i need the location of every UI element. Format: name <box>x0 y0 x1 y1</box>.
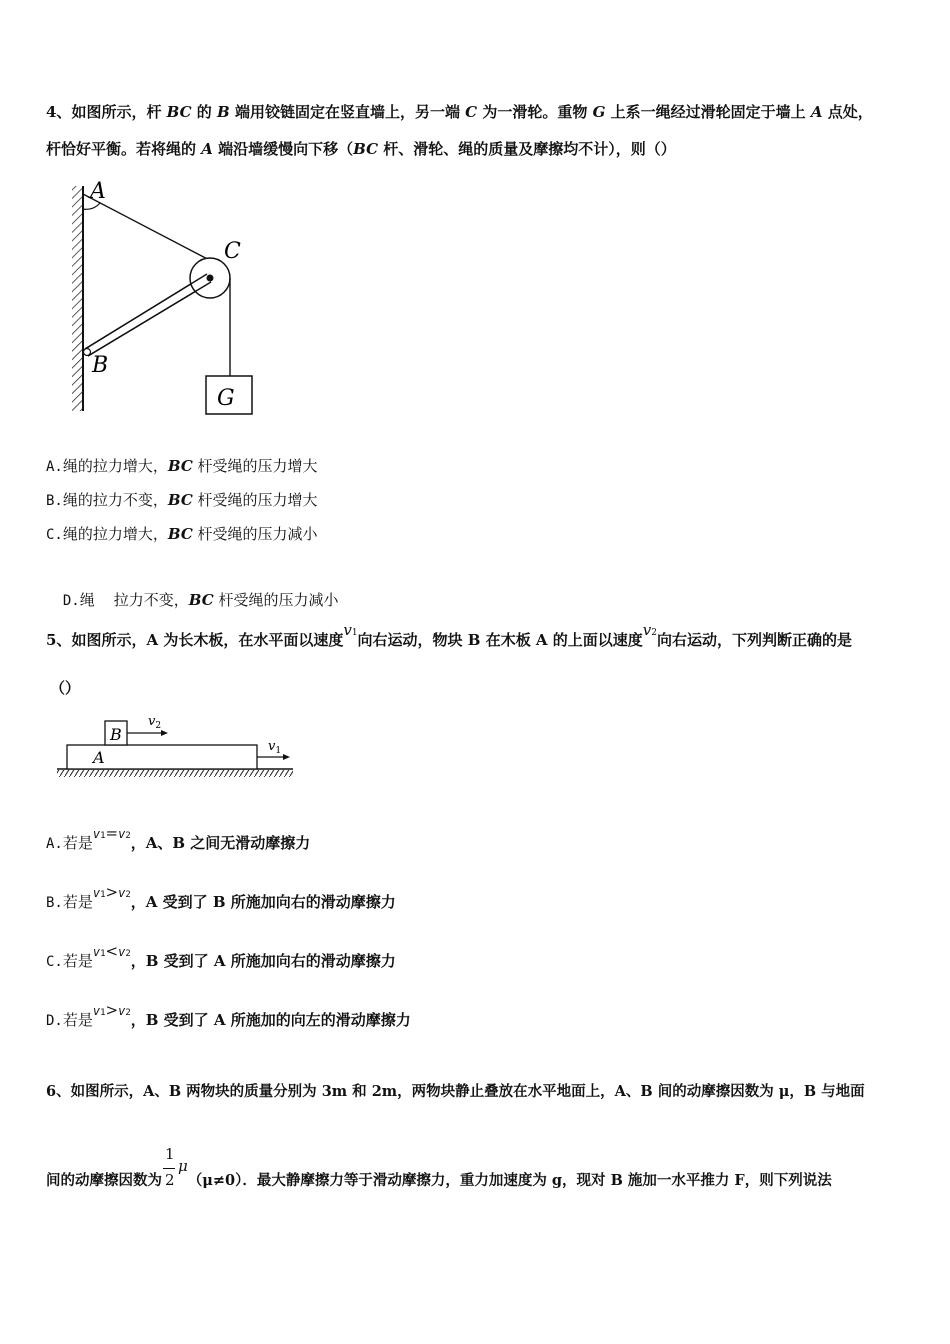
q5-line-2 <box>50 678 80 698</box>
option-text: 若是 <box>62 893 93 911</box>
option-var-bc: BC <box>167 491 193 509</box>
ground-hatch <box>57 770 293 777</box>
option-text: 绳的拉力增大， <box>62 457 168 475</box>
fraction-bar <box>163 1168 175 1169</box>
option-relation: < <box>105 942 119 960</box>
option-prefix: D. <box>46 1013 63 1029</box>
q5-var-a: A <box>146 631 159 649</box>
option-v2: v2 <box>118 945 131 959</box>
q4-var-c: C <box>465 103 478 121</box>
label-c: C <box>224 239 241 264</box>
option-relation: = <box>105 824 119 842</box>
rod-bc-top-overlay <box>85 274 207 349</box>
option-v2: v2 <box>118 827 131 841</box>
label-b: B <box>92 353 109 378</box>
option-text: ，B 受到了 A 所施加的向左的滑动摩擦力 <box>130 1011 411 1029</box>
fraction-one-half <box>162 1145 178 1190</box>
q4-text: 如图所示，杆 <box>71 103 167 121</box>
option-text: 绳的拉力不变， <box>62 491 168 509</box>
option-text: ，B 受到了 A 所施加向右的滑动摩擦力 <box>130 952 396 970</box>
option-text: 杆受绳的压力增大 <box>192 457 318 475</box>
fraction-numerator: 1 <box>165 1145 175 1163</box>
q4-text: 端沿墙缓慢向下移（ <box>212 140 354 158</box>
q5-paren: （） <box>50 679 81 697</box>
q4-figure <box>60 176 260 421</box>
option-text: 若是 <box>62 834 93 852</box>
wall-hatch <box>72 186 82 411</box>
q5-figure <box>55 712 295 782</box>
label-g: G <box>217 386 235 411</box>
option-v1: v1 <box>92 945 106 959</box>
q6-line-1 <box>46 1082 865 1102</box>
q5-var-b: B <box>467 631 481 649</box>
arrow-v2-head <box>161 730 168 736</box>
q6-text: 间的动摩擦因数为 <box>46 1172 162 1189</box>
q6-number: 6、 <box>46 1083 71 1100</box>
option-prefix: D. <box>62 593 80 609</box>
option-text: 杆受绳的压力减小 <box>192 525 318 543</box>
fraction-denominator: 2 <box>165 1171 175 1189</box>
q4-line-1 <box>46 102 873 122</box>
pulley-axle <box>207 275 214 282</box>
q5-var-a: A <box>535 631 548 649</box>
q5-number: 5、 <box>46 631 72 649</box>
option-v1: v1 <box>92 886 106 900</box>
option-prefix: A. <box>46 836 63 852</box>
option-prefix: C. <box>46 954 63 970</box>
q4-option-b <box>46 490 318 511</box>
q4-text: 的 <box>191 103 218 121</box>
option-text: 杆受绳的压力减小 <box>213 591 339 609</box>
label-board-a: A <box>93 748 105 767</box>
option-relation: > <box>105 1001 119 1019</box>
label-v2: $v_2$ <box>148 714 162 731</box>
q5-text: 为长木板，在水平面以速度 <box>158 631 344 649</box>
q5-text: 的上面以速度 <box>547 631 643 649</box>
option-var-bc: BC <box>188 591 214 609</box>
option-text: 若是 <box>62 1011 93 1029</box>
option-var-bc: BC <box>167 457 193 475</box>
q4-option-d <box>46 570 338 611</box>
label-v1: $v_1$ <box>268 739 282 756</box>
q5-option-d <box>46 1001 411 1033</box>
q5-option-c <box>46 942 396 974</box>
q4-option-c <box>46 524 318 545</box>
q4-line-2 <box>46 139 676 159</box>
label-block-b: B <box>110 725 122 744</box>
rope-a-c <box>83 194 217 264</box>
option-v2: v2 <box>118 886 131 900</box>
option-text: 杆受绳的压力增大 <box>192 491 318 509</box>
option-v1: v1 <box>92 1004 106 1018</box>
rod-bc-bottom-overlay <box>88 282 211 356</box>
q4-text: 端用铰链固定在竖直墙上，另一端 <box>229 103 466 121</box>
option-text: 绳 拉力不变， <box>79 591 189 609</box>
q6-text: （μ≠0）．最大静摩擦力等于滑动摩擦力，重力加速度为 g，现对 B 施加一水平推力 F，则下列说法 <box>187 1172 832 1189</box>
option-var-bc: BC <box>167 525 193 543</box>
option-prefix: B. <box>46 895 63 911</box>
q4-var-g: G <box>592 103 606 121</box>
q4-text: 上系一绳经过滑轮固定于墙上 <box>605 103 811 121</box>
q4-text: 杆恰好平衡。若将绳的 <box>46 140 202 158</box>
q4-var-a: A <box>201 140 213 158</box>
q4-var-bc: BC <box>166 103 192 121</box>
q4-var-a: A <box>810 103 823 121</box>
q5-text: 向右运动，下列判断正确的是 <box>657 631 853 649</box>
q5-text: 如图所示， <box>71 631 147 649</box>
mu-symbol: μ <box>178 1157 188 1175</box>
q4-text: 杆、滑轮、绳的质量及摩擦均不计），则（） <box>378 140 676 158</box>
q4-text: 为一滑轮。重物 <box>477 103 593 121</box>
q4-number: 4、 <box>46 103 72 121</box>
q6-text: 如图所示，A、B 两物块的质量分别为 3m 和 2m，两物块静止叠放在水平地面上，A、B 间的动摩擦因数为 μ，B 与地面 <box>70 1083 865 1100</box>
q5-line-1 <box>46 621 853 653</box>
v2-symbol: v2 <box>642 621 658 639</box>
option-text: ，A 受到了 B 所施加向右的滑动摩擦力 <box>130 893 396 911</box>
q5-option-a <box>46 824 311 856</box>
v1-symbol: v1 <box>343 621 358 639</box>
q4-option-a <box>46 456 318 477</box>
q4-var-bc: BC <box>353 140 379 158</box>
option-text: 若是 <box>62 952 93 970</box>
q4-var-b: B <box>217 103 230 121</box>
option-v2: v2 <box>118 1004 131 1018</box>
option-prefix: B. <box>46 493 63 509</box>
q5-text: 向右运动，物块 <box>357 631 468 649</box>
q6-line-2 <box>46 1145 832 1191</box>
label-a: A <box>90 179 106 204</box>
arrow-v1-head <box>283 754 290 760</box>
q4-text: 点处， <box>822 103 873 121</box>
hinge-b <box>84 349 91 356</box>
option-text: ，A、B 之间无滑动摩擦力 <box>130 834 311 852</box>
q5-text: 在木板 <box>480 631 536 649</box>
option-prefix: C. <box>46 527 63 543</box>
option-v1: v1 <box>92 827 106 841</box>
option-relation: > <box>105 883 119 901</box>
q5-option-b <box>46 883 396 915</box>
option-text: 绳的拉力增大， <box>62 525 168 543</box>
option-prefix: A. <box>46 459 63 475</box>
